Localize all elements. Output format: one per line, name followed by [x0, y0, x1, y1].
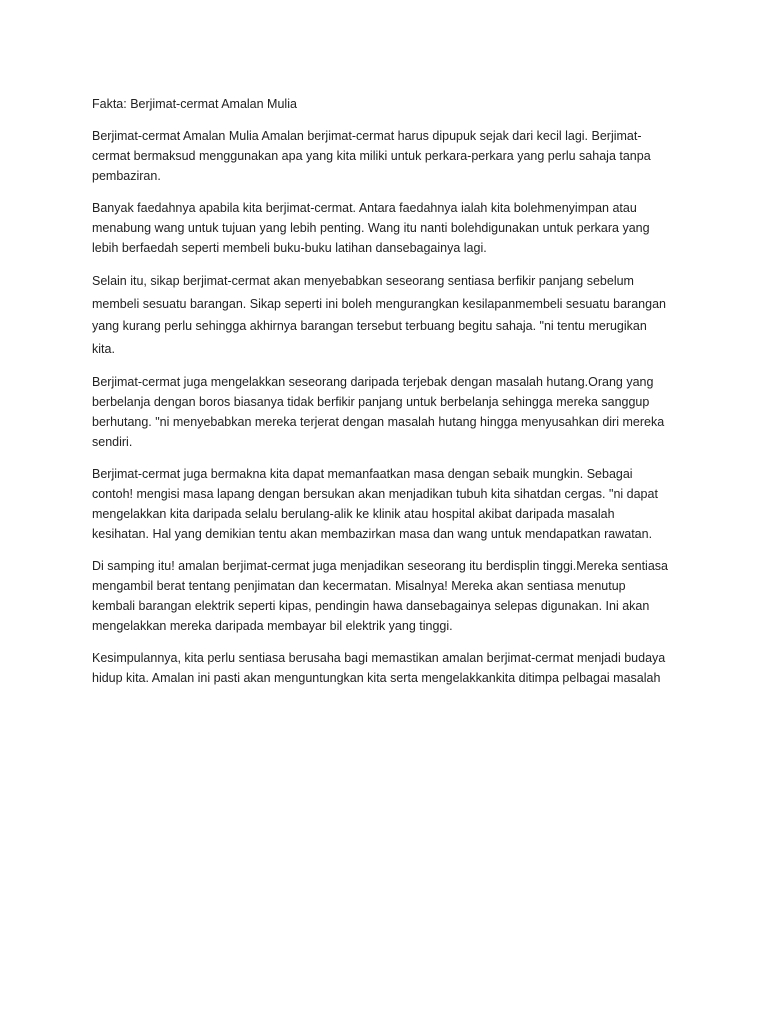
paragraph-line: mengelakkan kita daripada selalu berulang-alik ke klinik atau hospital akibat daripada masalah	[92, 507, 615, 521]
paragraph-line: Di samping itu! amalan berjimat-cermat juga menjadikan seseorang itu berdisplin tinggi.Mereka sentiasa	[92, 559, 668, 573]
paragraph-line: hidup kita. Amalan ini pasti akan menguntungkan kita serta mengelakkankita ditimpa pelbagai masalah	[92, 671, 661, 685]
paragraph-line: lebih berfaedah seperti membeli buku-buku latihan dansebagainya lagi.	[92, 241, 487, 255]
paragraph-line: contoh! mengisi masa lapang dengan bersukan akan menjadikan tubuh kita sihatdan cergas. "ni dapat	[92, 487, 658, 501]
paragraph-line: cermat bermaksud menggunakan apa yang kita miliki untuk perkara-perkara yang perlu sahaja tanpa	[92, 149, 651, 163]
paragraph-line: Berjimat-cermat juga bermakna kita dapat memanfaatkan masa dengan sebaik mungkin. Sebagai	[92, 467, 633, 481]
paragraph-line: pembaziran.	[92, 169, 161, 183]
paragraph-line: kesihatan. Hal yang demikian tentu akan membazirkan masa dan wang untuk mendapatkan rawatan.	[92, 527, 653, 541]
paragraph-line: Selain itu, sikap berjimat-cermat akan menyebabkan seseorang sentiasa berfikir panjang sebelum	[92, 274, 634, 288]
paragraph-line: berhutang. "ni menyebabkan mereka terjerat dengan masalah hutang hingga menyusahkan diri mereka	[92, 415, 665, 429]
paragraph-5	[92, 464, 672, 544]
paragraph-line: sendiri.	[92, 435, 133, 449]
paragraph-line: membeli sesuatu barangan. Sikap seperti ini boleh mengurangkan kesilapanmembeli sesuatu barangan	[92, 296, 666, 311]
paragraph-line: kembali barangan elektrik seperti kipas, pendingin hawa dansebagainya selepas digunakan. Ini akan	[92, 599, 650, 613]
paragraph-line: Kesimpulannya, kita perlu sentiasa berusaha bagi memastikan amalan berjimat-cermat menjadi budaya	[92, 651, 666, 665]
paragraph-line: berbelanja dengan boros biasanya tidak berfikir panjang untuk berbelanja sehingga mereka sanggup	[92, 395, 650, 409]
paragraph-line: mengambil berat tentang penjimatan dan kecermatan. Misalnya! Mereka akan sentiasa menutup	[92, 579, 626, 593]
paragraph-6	[92, 556, 672, 636]
document-title: Fakta: Berjimat-cermat Amalan Mulia	[92, 97, 297, 111]
document-body	[92, 94, 672, 700]
paragraph-line: menabung wang untuk tujuan yang lebih penting. Wang itu nanti bolehdigunakan untuk perkara yang	[92, 221, 650, 235]
paragraph-line: Berjimat-cermat Amalan Mulia Amalan berjimat-cermat harus dipupuk sejak dari kecil lagi. Berjimat-	[92, 129, 642, 143]
paragraph-3	[92, 270, 672, 360]
paragraph-line: Berjimat-cermat juga mengelakkan seseorang daripada terjebak dengan masalah hutang.Orang yang	[92, 375, 654, 389]
paragraph-line: kita.	[92, 341, 115, 356]
paragraph-7	[92, 648, 672, 688]
paragraph-line: Banyak faedahnya apabila kita berjimat-cermat. Antara faedahnya ialah kita bolehmenyimpan atau	[92, 201, 637, 215]
paragraph-4	[92, 372, 672, 452]
paragraph-line: yang kurang perlu sehingga akhirnya barangan tersebut terbuang begitu sahaja. "ni tentu merugikan	[92, 319, 647, 333]
paragraph-2	[92, 198, 672, 258]
paragraph-line: mengelakkan mereka daripada membayar bil elektrik yang tinggi.	[92, 619, 453, 633]
paragraph-1	[92, 126, 672, 186]
